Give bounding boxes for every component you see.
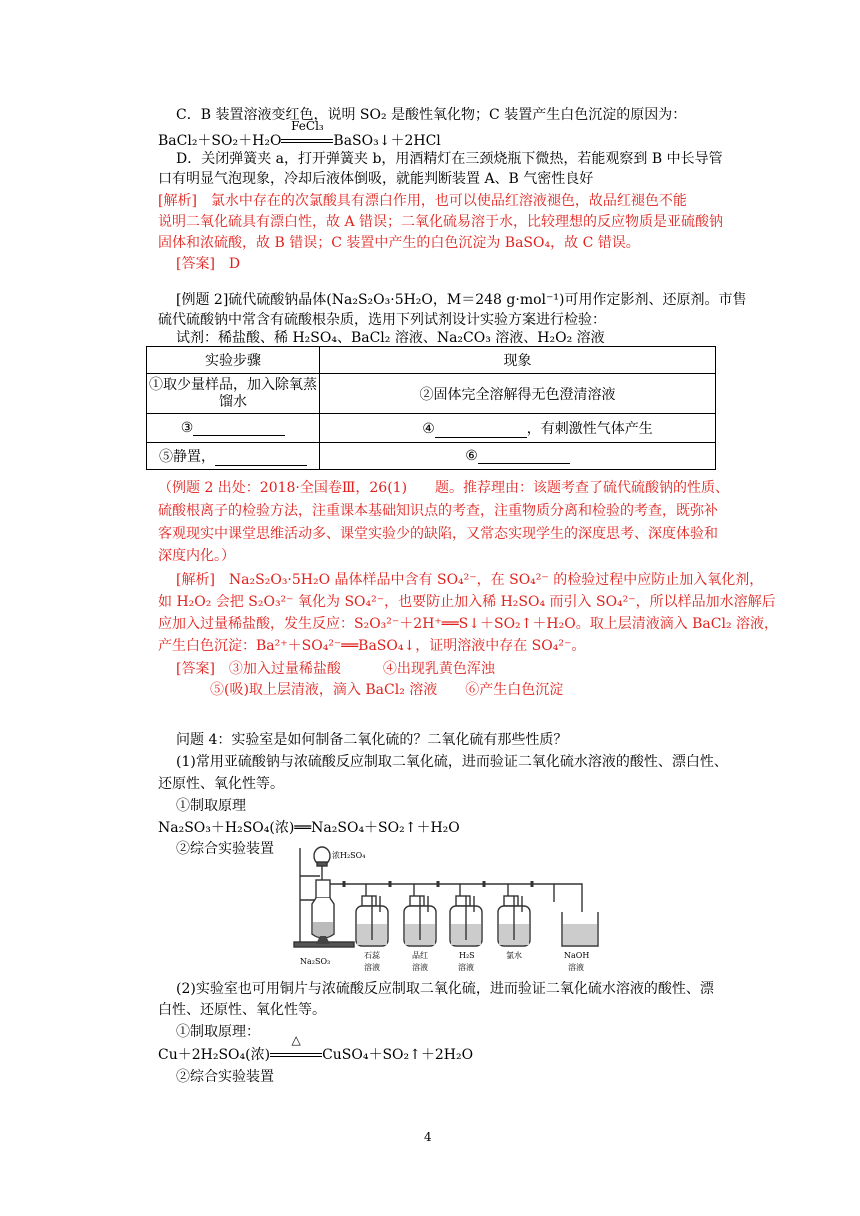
answer-blank[interactable] (193, 421, 285, 436)
question4-title: 问题 4：实验室是如何制备二氧化硫的？二氧化硫有那些性质？ (176, 732, 568, 748)
phenomenon-cell-1: ②固体完全溶解得无色澄清溶液 (320, 374, 716, 414)
equation2-right: CuSO₄＋SO₂↑＋2H₂O (322, 1047, 474, 1063)
analysis2-line-2: 如 H₂O₂ 会把 S₂O₃²⁻ 氧化为 SO₄²⁻，也要防止加入稀 H₂SO₄ 而引入 SO₄²⁻，所以样品加水溶解后 (158, 594, 776, 610)
analysis-line-2: 说明二氧化硫具有漂白性，故 A 错误；二氧化硫易溶于水，比较理想的反应物质是亚硫酸钠 (158, 214, 724, 230)
source-line-2: 硫酸根离子的检验方法，注重课本基础知识点的考查，注重物质分离和检验的考查，既弥补 (158, 503, 718, 519)
gas-bottle (404, 896, 436, 946)
flask-label: Na₂SO₃ (300, 957, 331, 966)
phenomenon-cell-2 (320, 414, 716, 443)
answer-blank[interactable] (215, 451, 307, 466)
answer-blank[interactable] (435, 423, 527, 438)
step-cell-2 (147, 414, 320, 443)
beaker-label-b: 溶液 (568, 963, 584, 972)
q4-part2-line-2: 白性、还原性、氧化性等。 (158, 1002, 326, 1018)
apparatus-diagram (292, 840, 612, 980)
bottle-label-2b: 溶液 (412, 963, 428, 972)
analysis2-line-1: [解析] Na₂S₂O₃·5H₂O 晶体样品中含有 SO₄²⁻，在 SO₄²⁻ 的检验过程中应防止加入氧化剂， (176, 572, 764, 588)
step-cell-3 (147, 443, 320, 470)
experiment-table (146, 346, 716, 470)
principle2-equation (158, 1033, 474, 1064)
reaction-flask-neck (316, 880, 330, 898)
example2-line-2: 硫代硫酸钠中常含有硫酸根杂质，选用下列试剂设计实验方案进行检验： (158, 312, 606, 328)
answer-blank[interactable] (478, 449, 570, 464)
option-c-text: C．B 装置溶液变红色，说明 SO₂ 是酸性氧化物；C 装置产生白色沉淀的原因为： (176, 107, 687, 123)
beaker-label-a: NaOH (564, 951, 590, 960)
option-d-text-1: D．关闭弹簧夹 a，打开弹簧夹 b，用酒精灯在三颈烧瓶下微热，若能观察到 B 中长导管 (176, 151, 723, 167)
principle2-label: ①制取原理： (176, 1024, 260, 1040)
bottle-label-3b: 溶液 (458, 963, 474, 972)
q4-part1-line-2: 还原性、氧化性等。 (158, 776, 284, 792)
gas-bottle (498, 896, 530, 946)
heat-equals-sign (270, 1033, 322, 1064)
apparatus2-label: ②综合实验装置 (176, 1069, 274, 1085)
answer2-line-2: ⑤(吸)取上层清液，滴入 BaCl₂ 溶液 ⑥产生白色沉淀 (210, 682, 564, 698)
phenomenon-cell-3 (320, 443, 716, 470)
equation2-left: Cu＋2H₂SO₄(浓) (158, 1047, 271, 1063)
q4-part1-line-1: (1)常用亚硫酸钠与浓硫酸反应制取二氧化硫，进而验证二氧化硫水溶液的酸性、漂白性、 (176, 754, 728, 770)
gas-bottle (450, 896, 482, 946)
step-1-line-a: ①取少量样品，加入除氧蒸 (149, 376, 317, 393)
table-header-row (147, 347, 716, 374)
table-row (147, 443, 716, 470)
table-row (147, 374, 716, 414)
equation-right: BaSO₃↓＋2HCl (333, 133, 441, 149)
bottle-label-3a: H₂S (459, 951, 475, 960)
analysis2-line-3: 应加入过量稀盐酸，发生反应：S₂O₃²⁻＋2H⁺══S↓＋SO₂↑＋H₂O。取上层清液滴入 BaCl₂ 溶液， (158, 616, 779, 632)
bottle-label-2a: 品红 (412, 951, 428, 960)
principle-equation: Na₂SO₃＋H₂SO₄(浓)══Na₂SO₄＋SO₂↑＋H₂O (158, 820, 460, 836)
equation-left: BaCl₂＋SO₂＋H₂O (158, 133, 282, 149)
bottle-label-1b: 溶液 (364, 963, 380, 972)
step-cell-1 (147, 374, 320, 414)
page-number: 4 (424, 1130, 432, 1144)
gas-bottle (356, 896, 388, 946)
table-row (147, 414, 716, 443)
apparatus-label: ②综合实验装置 (176, 841, 274, 857)
catalyst-equals-sign (281, 119, 333, 150)
q4-part2-line-1: (2)实验室也可用铜片与浓硫酸反应制取二氧化硫，进而验证二氧化硫水溶液的酸性、漂 (176, 981, 714, 997)
step-5-label: ⑤静置， (159, 449, 215, 465)
source-line-3: 客观现实中课堂思维活动多、课堂实验少的缺陷，又常态实现学生的深度思考、深度体验和 (158, 526, 718, 542)
phen-6-label: ⑥ (465, 448, 478, 464)
analysis-line-1: [解析] 氯水中存在的次氯酸具有漂白作用，也可以使品红溶液褪色，故品红褪色不能 (158, 193, 687, 209)
bottle-label-4a: 氯水 (506, 951, 522, 960)
bottle-label-1a: 石蕊 (364, 951, 380, 960)
analysis2-line-4: 产生白色沉淀：Ba²⁺＋SO₄²⁻══BaSO₄↓，证明溶液中存在 SO₄²⁻。 (158, 638, 586, 654)
answer2-line-1: [答案] ③加入过量稀盐酸 ④出现乳黄色浑浊 (176, 661, 495, 677)
option-d-text-2: 口有明显气泡现象，冷却后液体倒吸，就能判断装置 A、B 气密性良好 (158, 171, 594, 187)
phen-4-suffix: ，有刺激性气体产生 (526, 421, 653, 437)
reagent-list: 试剂：稀盐酸、稀 H₂SO₄、BaCl₂ 溶液、Na₂CO₃ 溶液、H₂O₂ 溶液 (176, 330, 605, 346)
header-step: 实验步骤 (147, 347, 320, 374)
catalyst-label: FeCl₃ (291, 119, 324, 133)
example2-line-1: [例题 2]硫代硫酸钠晶体(Na₂S₂O₃·5H₂O，M＝248 g·mol⁻¹)可用作定影剂、还原剂。市售 (176, 292, 747, 308)
principle-label: ①制取原理 (176, 798, 246, 814)
answer-line: [答案] D (176, 256, 241, 272)
step-3-label: ③ (180, 420, 194, 436)
source-line-4: 深度内化。） (158, 548, 235, 564)
analysis-line-3: 固体和浓硫酸，故 B 错误；C 装置中产生的白色沉淀为 BaSO₄，故 C 错误。 (158, 235, 640, 251)
step-1-line-b: 馏水 (219, 393, 247, 410)
heat-condition: △ (291, 1033, 301, 1047)
source-line-1: （例题 2 出处：2018·全国卷Ⅲ，26(1) 题。推荐理由：该题考查了硫代硫酸钠的性质、 (158, 480, 730, 496)
header-phenomenon: 现象 (320, 347, 716, 374)
phen-4-label: ④ (422, 421, 435, 437)
acid-label: 浓H₂SO₄ (332, 851, 366, 860)
option-c-equation (158, 119, 441, 150)
